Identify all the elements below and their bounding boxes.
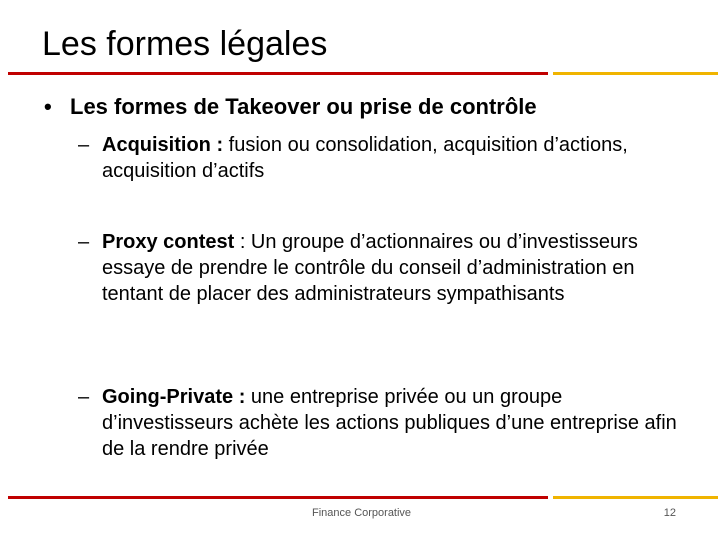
page-number: 12: [663, 507, 676, 519]
dash-mark: –: [78, 386, 90, 408]
sub-bullet-text: une entreprise privée ou un groupe d’investisseurs achète les actions publiques d’une entreprise afin de la rendre privée: [102, 386, 677, 460]
slide-title: Les formes légales: [42, 25, 328, 63]
main-bullet: [44, 93, 537, 121]
sub-bullet-term: Going-Private :: [102, 386, 246, 408]
sub-bullet-body: [102, 229, 678, 307]
main-bullet-text: Les formes de Takeover ou prise de contrôle: [70, 94, 537, 119]
footer-rule-gold: [553, 496, 718, 499]
footer-rule-red: [8, 496, 548, 499]
footer-text: Finance Corporative: [312, 507, 412, 519]
title-rule-red: [8, 72, 548, 75]
sub-bullet-text: fusion ou consolidation, acquisition d’actions, acquisition d’actifs: [102, 134, 628, 182]
sub-bullet-text: : Un groupe d’actionnaires ou d’investisseurs essaye de prendre le contrôle du conseil d’administration en tentant de placer des administrateurs sympathisants: [102, 231, 638, 305]
dash-mark: –: [78, 231, 90, 253]
dash-mark: –: [78, 134, 90, 156]
sub-bullet-term: Acquisition :: [102, 134, 224, 156]
sub-bullet-body: [102, 132, 678, 184]
sub-bullet-proxy-contest: [78, 229, 678, 307]
sub-bullet-term: Proxy contest: [102, 231, 235, 253]
bullet-mark: •: [44, 94, 52, 119]
sub-bullet-body: [102, 384, 678, 462]
sub-bullet-going-private: [78, 384, 678, 462]
sub-bullet-acquisition: [78, 132, 678, 184]
title-rule-gold: [553, 72, 718, 75]
